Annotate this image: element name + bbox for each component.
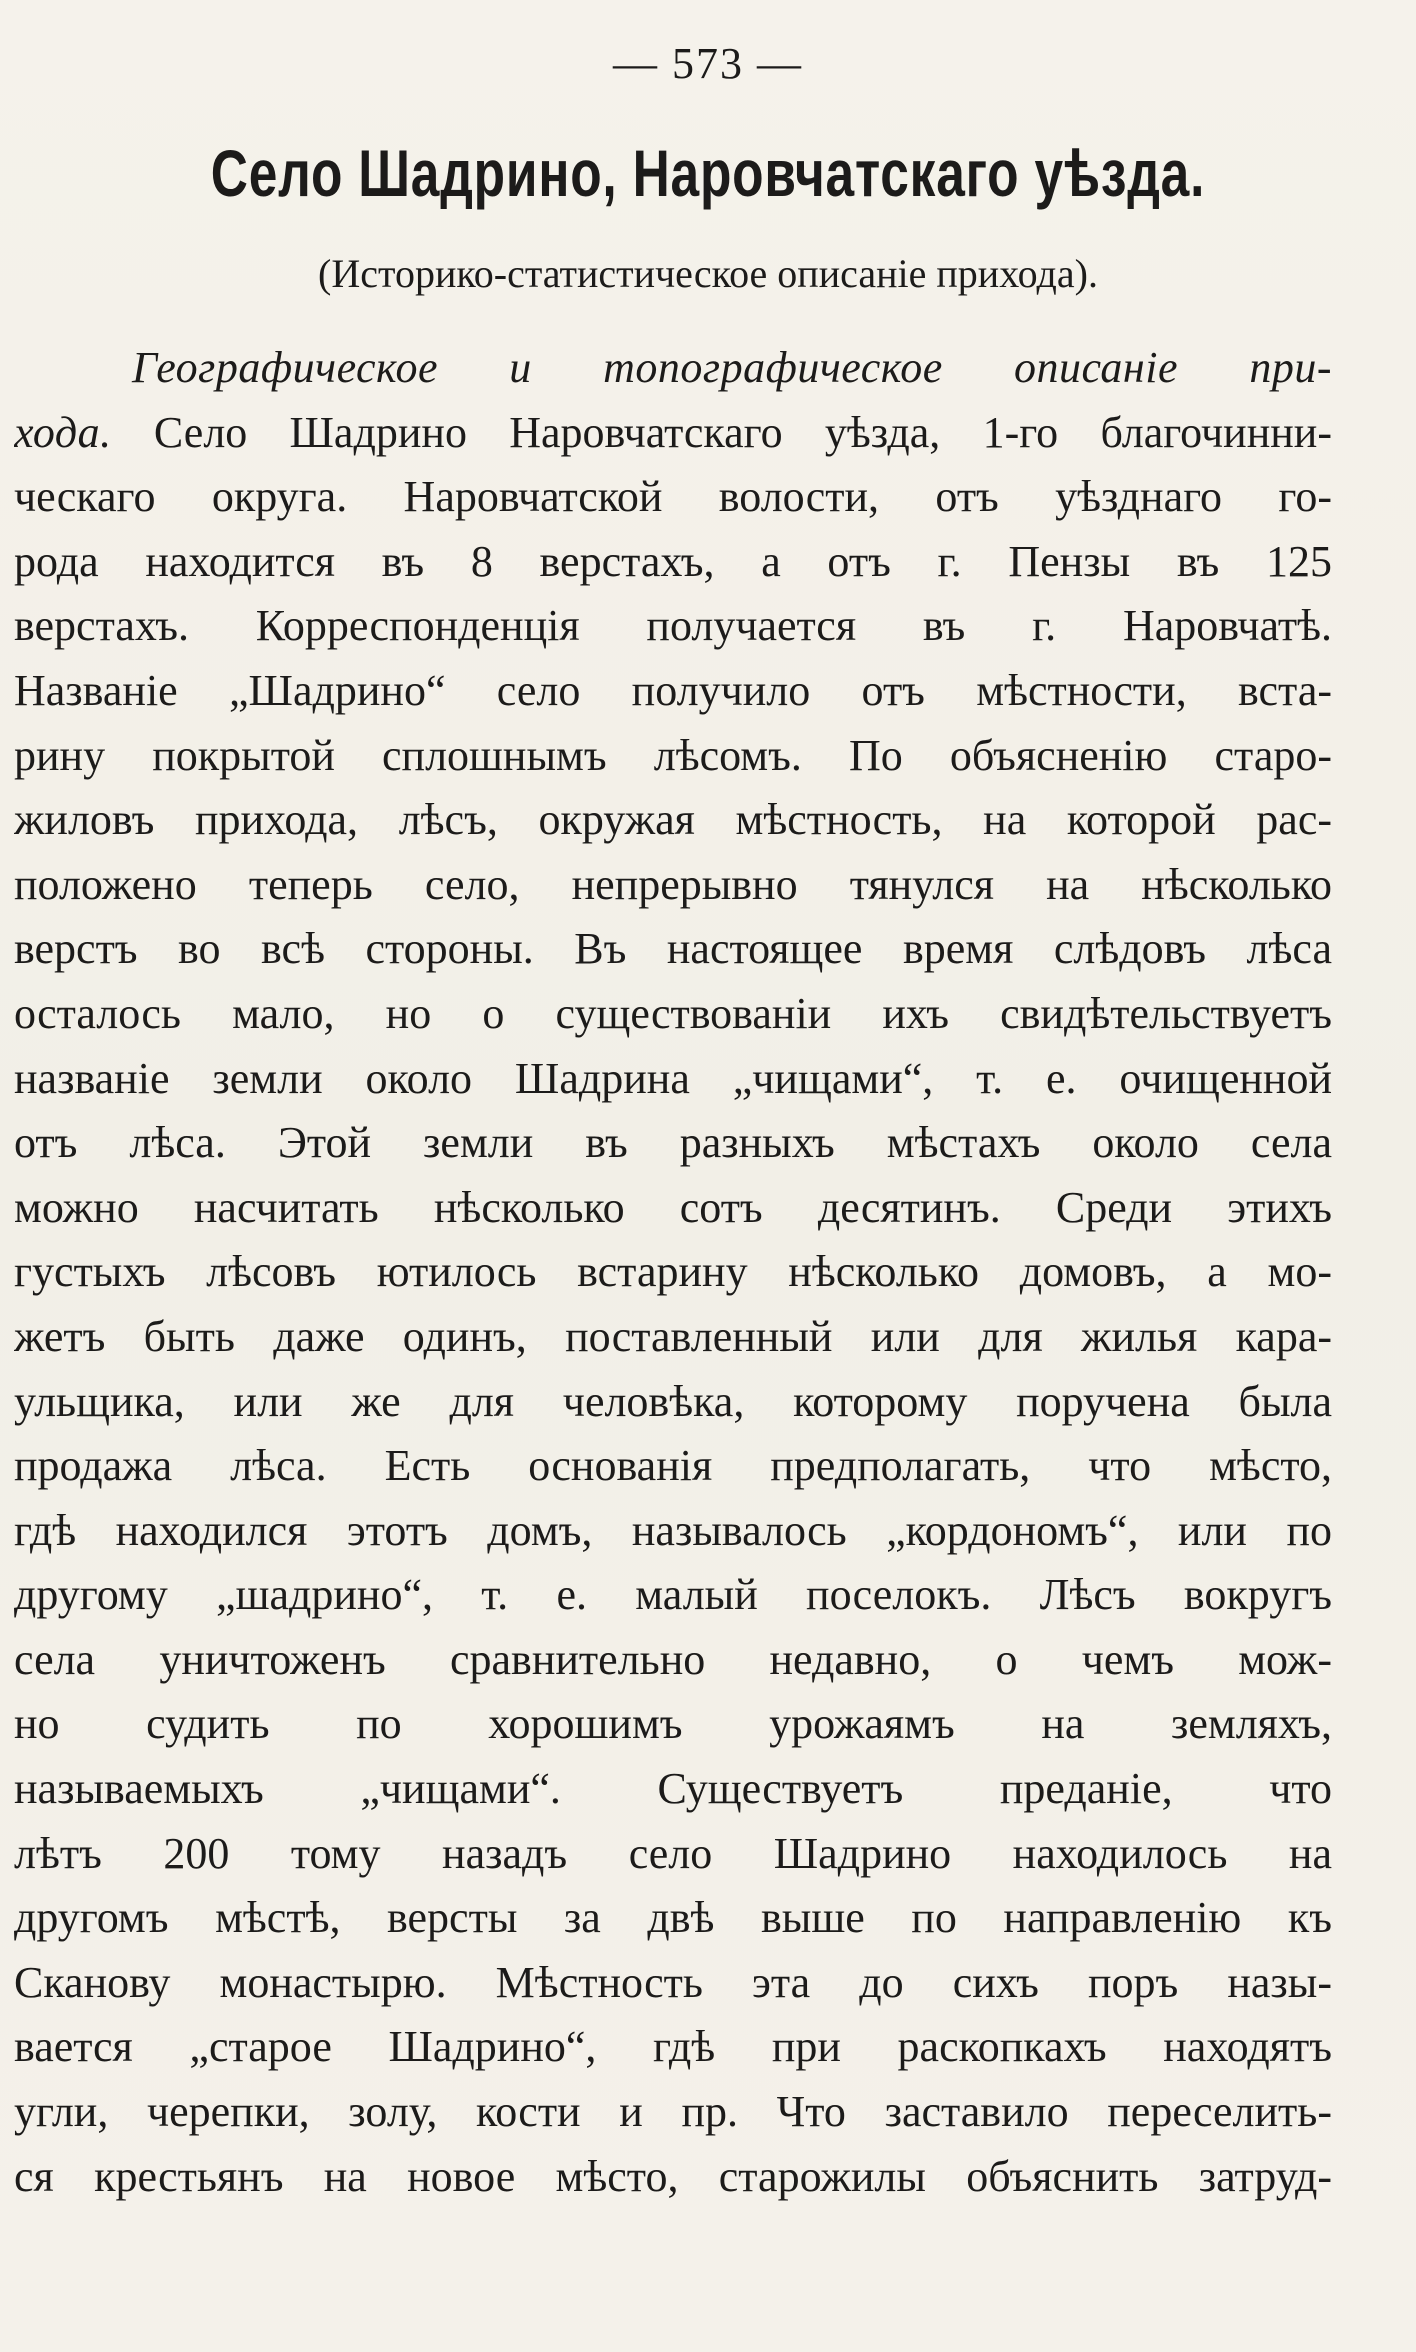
page-subtitle: (Историко-статистическое описаніе прихода). (318, 251, 1098, 296)
text-line: густыхъ лѣсовъ ютилось встарину нѣсколько домовъ, а мо- (14, 1247, 1332, 1297)
text-line: осталось мало, но о существованіи ихъ свидѣтельствуетъ (14, 988, 1332, 1038)
page-number: — 573 — (613, 39, 803, 88)
text-line: рода находится въ 8 верстахъ, а отъ г. Пензы въ 125 (14, 536, 1332, 586)
text-line: Названіе „Шадрино“ село получило отъ мѣстности, вста- (14, 665, 1332, 715)
text-line: ульщика, или же для человѣка, которому поручена была (14, 1376, 1332, 1426)
text-line: жетъ быть даже одинъ, поставленный или для жилья кара- (14, 1311, 1332, 1361)
text-line: отъ лѣса. Этой земли въ разныхъ мѣстахъ около села (14, 1118, 1332, 1168)
text-line: села уничтоженъ сравнительно недавно, о чемъ мож- (14, 1634, 1332, 1684)
text-line: но судить по хорошимъ урожаямъ на земляхъ, (14, 1699, 1332, 1749)
text-line: можно насчитать нѣсколько сотъ десятинъ. Среди этихъ (14, 1182, 1332, 1232)
text-line: названіе земли около Шадрина „чищами“, т. е. очищенной (14, 1053, 1332, 1103)
text-line: угли, черепки, золу, кости и пр. Что заставило переселить- (14, 2087, 1332, 2137)
text-line: верстахъ. Корреспонденція получается въ г. Наровчатѣ. (14, 601, 1332, 651)
text-line: жиловъ прихода, лѣсъ, окружая мѣстность, на которой рас- (14, 795, 1332, 845)
body-text (14, 336, 1332, 2209)
text-line: другому „шадрино“, т. е. малый поселокъ. Лѣсъ вокругъ (14, 1570, 1332, 1620)
text-line: верстъ во всѣ стороны. Въ настоящее время слѣдовъ лѣса (14, 924, 1332, 974)
text-line: ся крестьянъ на новое мѣсто, старожилы объяснить затруд- (14, 2151, 1332, 2201)
text-line: гдѣ находился этотъ домъ, называлось „кордономъ“, или по (14, 1505, 1332, 1555)
text-line: вается „старое Шадрино“, гдѣ при раскопкахъ находятъ (14, 2022, 1332, 2072)
page-title: Село Шадрино, Наровчатскаго уѣзда. (210, 136, 1206, 210)
text-line: называемыхъ „чищами“. Существуетъ преданіе, что (14, 1764, 1332, 1814)
text-line (14, 401, 1332, 466)
text-line: лѣтъ 200 тому назадъ село Шадрино находилось на (14, 1828, 1332, 1878)
section-heading: Географическое и топографическое описаніе при- (132, 343, 1332, 392)
text-line: продажа лѣса. Есть основанія предполагать, что мѣсто, (14, 1441, 1332, 1491)
text-line-content: Село Шадрино Наровчатскаго уѣзда, 1-го благочинни- (111, 407, 1332, 457)
text-line: Сканову монастырю. Мѣстность эта до сихъ поръ назы- (14, 1957, 1332, 2007)
text-line: положено теперь село, непрерывно тянулся на нѣсколько (14, 859, 1332, 909)
section-heading-end: хода. (14, 407, 112, 457)
text-line: другомъ мѣстѣ, версты за двѣ выше по направленію къ (14, 1893, 1332, 1943)
text-line (14, 336, 1332, 401)
text-line: рину покрытой сплошнымъ лѣсомъ. По объясненію старо- (14, 730, 1332, 780)
text-line: ческаго округа. Наровчатской волости, отъ уѣзднаго го- (14, 472, 1332, 522)
